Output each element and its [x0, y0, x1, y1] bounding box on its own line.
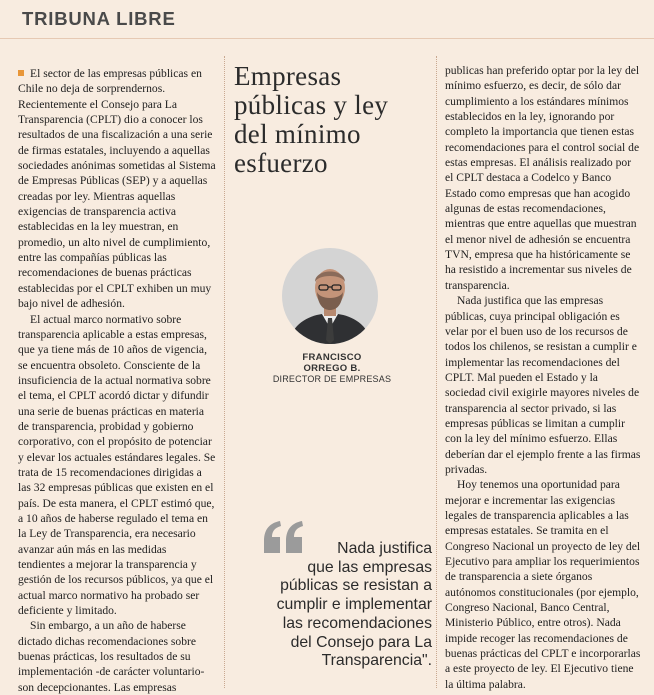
paragraph: Hoy tenemos una oportunidad para mejorar e incrementar las exigencias legales de transparencia aplicables a las empresas estatales. Se tramita en el Congreso Nacional un proyecto de ley del Ejecutivo para ampliar los requerimientos de transparencia a siete órganos autónomos constitucionales (por ejemplo, Congreso Nacional, Banco Central, Ministerio Público, entre otros). Nada impide recoger las recomendaciones de buenas prácticas del CPLT e incorporarlas a este proyecto de ley. El Ejecutivo tiene la última palabra.: [445, 478, 641, 691]
article-column-1: [18, 66, 216, 695]
pull-quote: Nada justifica que las empresas públicas se resistan a cumplir e implementar las recomendaciones del Consejo para La Transparencia".: [276, 540, 432, 670]
paragraph: Sin embargo, a un año de haberse dictado dichas recomendaciones sobre buenas prácticas, los resultados de su implementación -de carácter voluntario- son decepcionantes. Las empresas: [18, 619, 205, 694]
paragraph: publicas han preferido optar por la ley del mínimo esfuerzo, es decir, de sólo dar cumplimiento a los estándares mínimos establecidos en la ley, ignorando por completo la importancia que tienen estas recomendaciones para el control social de estas empresas. El análisis realizado por el CPLT destaca a Codelco y Banco Estado como empresas que han acogido algunas de estas recomendaciones, mientras que entre aquellas que muestran el menor nivel de adhesión se encuentra TVN, empresa que ha históricamente se ha resistido a incrementar sus niveles de transparencia.: [445, 64, 640, 292]
author-portrait: [282, 248, 378, 344]
author-name: FRANCISCO: [302, 352, 362, 363]
section-title: TRIBUNA LIBRE: [22, 8, 176, 29]
author-byline: [232, 352, 432, 385]
author-name: ORREGO B.: [303, 363, 361, 374]
paragraph: El sector de las empresas públicas en Chile no deja de sorprendernos. Recientemente el Consejo para La Transparencia (CPLT) dio a conocer los resultados de una fiscalización a una serie de firmas estatales, incluyendo a aquellas sociedades anónimas sometidas al Sistema de Empresas Públicas (SEP) y a aquellas creadas por ley. Mientras aquellas exigencias de transparencia activa establecidas en la ley muestran, en promedio, un alto nivel de cumplimiento, entre las compañías públicas las recomendaciones de buenas prácticas establecidas por el CPLT exhiben un muy bajo nivel de adhesión.: [18, 67, 216, 311]
header-divider: [0, 38, 654, 39]
paragraph: Nada justifica que las empresas públicas, cuya principal obligación es velar por el buen uso de los recursos de todos los chilenos, se resistan a cumplir e implementar las recomendaciones del CPLT. Mal pueden el Estado y la sociedad civil exigirle mayores niveles de transparencia al sector privado, si las empresas públicas se limitan a cumplir con la ley del mínimo esfuerzo. Ellas deberían dar el ejemplo frente a las firmas privadas.: [445, 294, 641, 476]
column-divider-right: [436, 56, 437, 688]
article-column-3: [445, 63, 641, 692]
square-bullet-icon: [18, 70, 24, 76]
paragraph: El actual marco normativo sobre transparencia aplicable a estas empresas, que ya tiene más de 10 años de vigencia, se encuentra obsoleto. Consciente de la insuficiencia de la actual normativa sobre el tema, el CPLT acordó dictar y difundir una serie de buenas prácticas en materia de transparencia, probidad y gobierno corporativo, con el propósito de potenciar y elevar los actuales estándares legales. Se trata de 15 recomendaciones dirigidas a las 32 empresas públicas que existen en el país. De esta manera, el CPLT estimó que, a 10 años de haberse regulado el tema en la Ley de Transparencia, era necesario avanzar aún más en las medidas tendientes a mejorar la transparencia y gestión de los recursos públicos, ya que el actual marco normativo ha probado ser deficiente y limitado.: [18, 312, 216, 618]
column-divider-left: [224, 56, 225, 688]
author-role: DIRECTOR DE EMPRESAS: [272, 374, 392, 384]
headline: Empresas públicas y ley del mínimo esfuerzo: [234, 61, 389, 178]
